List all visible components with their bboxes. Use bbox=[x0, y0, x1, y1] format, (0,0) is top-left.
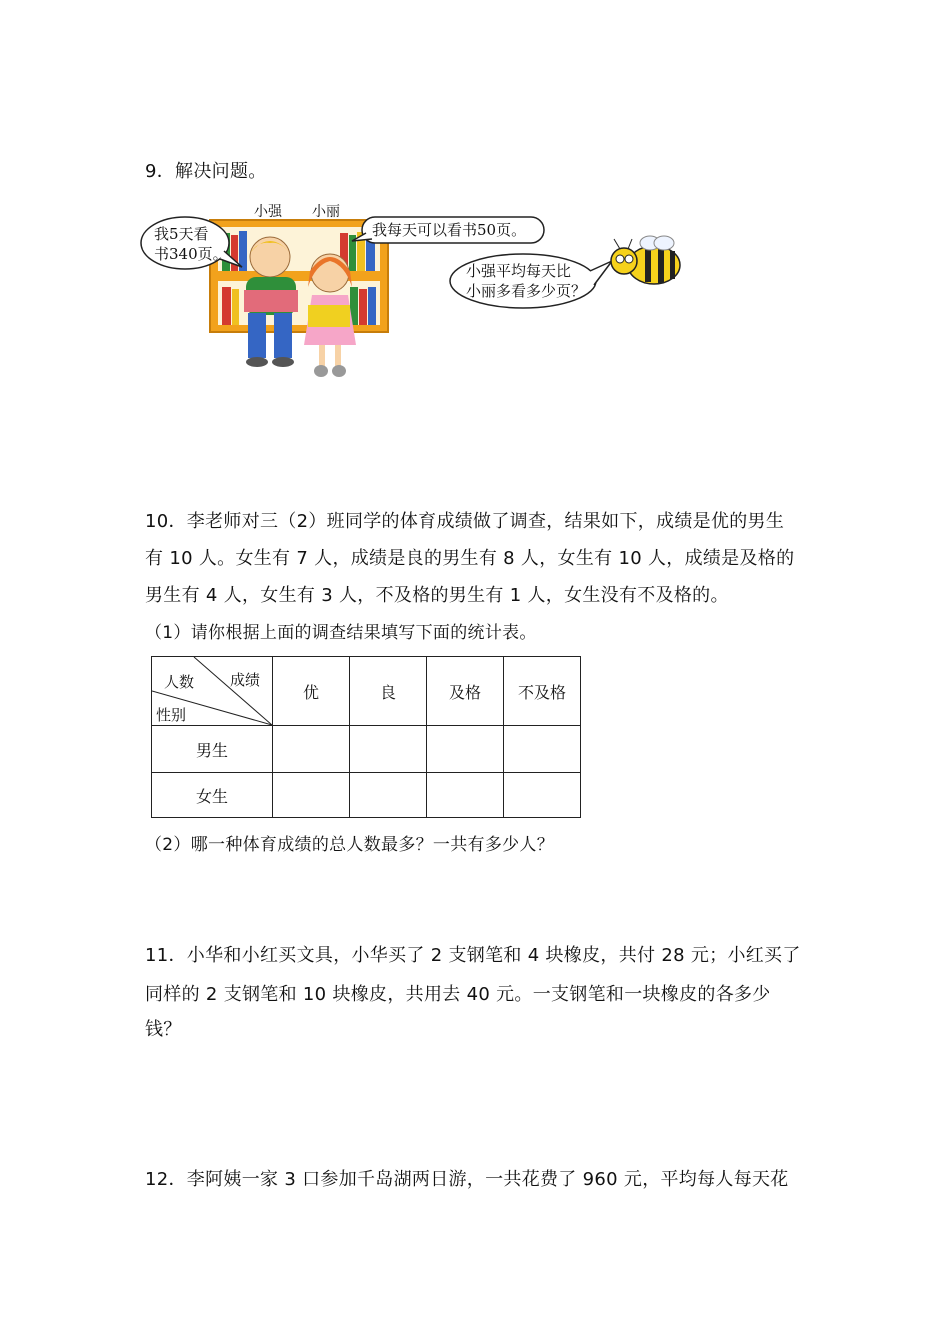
column-header: 及格 bbox=[427, 657, 504, 726]
table-cell[interactable] bbox=[504, 726, 581, 773]
question-12-line1: 12．李阿姨一家 3 口参加千岛湖两日游，一共花费了 960 元，平均每人每天花 bbox=[145, 1169, 789, 1190]
question-11-line2: 同样的 2 支钢笔和 10 块橡皮，共用去 40 元。一支钢笔和一块橡皮的各多少 bbox=[145, 984, 771, 1005]
question-11-line1: 11．小华和小红买文具，小华买了 2 支钢笔和 4 块橡皮，共付 28 元；小红买了 bbox=[145, 945, 801, 966]
question-10-line3: 男生有 4 人，女生有 3 人，不及格的男生有 1 人，女生没有不及格的。 bbox=[145, 585, 729, 606]
name-label-girl: 小丽 bbox=[312, 204, 340, 220]
question-11-line3: 钱？ bbox=[145, 1019, 182, 1040]
question-9-title: 9．解决问题。 bbox=[145, 161, 267, 182]
question-10-sub1: （1）请你根据上面的调查结果填写下面的统计表。 bbox=[145, 623, 537, 643]
table-cell[interactable] bbox=[504, 773, 581, 818]
question-10-sub2: （2）哪一种体育成绩的总人数最多？一共有多少人？ bbox=[145, 835, 555, 855]
table-cell[interactable] bbox=[350, 726, 427, 773]
table-cell[interactable] bbox=[273, 773, 350, 818]
table-row bbox=[152, 773, 581, 818]
question-10-line2: 有 10 人。女生有 7 人，成绩是良的男生有 8 人，女生有 10 人，成绩是及格的 bbox=[145, 548, 795, 569]
column-header: 不及格 bbox=[504, 657, 581, 726]
girl-speech: 我每天可以看书50页。 bbox=[372, 221, 527, 239]
name-label-boy: 小强 bbox=[254, 204, 282, 220]
statistics-table bbox=[151, 656, 581, 818]
corner-label-count: 人数 bbox=[164, 673, 195, 691]
question-10-line1: 10．李老师对三（2）班同学的体育成绩做了调查，结果如下，成绩是优的男生 bbox=[145, 511, 785, 532]
reading-illustration bbox=[140, 195, 700, 390]
corner-label-gender: 性别 bbox=[156, 706, 187, 724]
table-header-row bbox=[152, 657, 581, 726]
column-header: 优 bbox=[273, 657, 350, 726]
bee-speech-line1: 小强平均每天比 bbox=[466, 262, 572, 280]
column-header: 良 bbox=[350, 657, 427, 726]
table-cell[interactable] bbox=[427, 726, 504, 773]
table-row bbox=[152, 726, 581, 773]
boy-speech-line1: 我5天看 bbox=[154, 225, 209, 243]
boy-speech-line2: 书340页。 bbox=[154, 245, 228, 263]
table-cell[interactable] bbox=[427, 773, 504, 818]
corner-label-grade: 成绩 bbox=[230, 671, 261, 689]
row-label: 男生 bbox=[152, 726, 273, 773]
table-corner-header bbox=[152, 657, 273, 726]
row-label: 女生 bbox=[152, 773, 273, 818]
table-cell[interactable] bbox=[273, 726, 350, 773]
table-cell[interactable] bbox=[350, 773, 427, 818]
bee-speech-line2: 小丽多看多少页？ bbox=[466, 282, 587, 300]
